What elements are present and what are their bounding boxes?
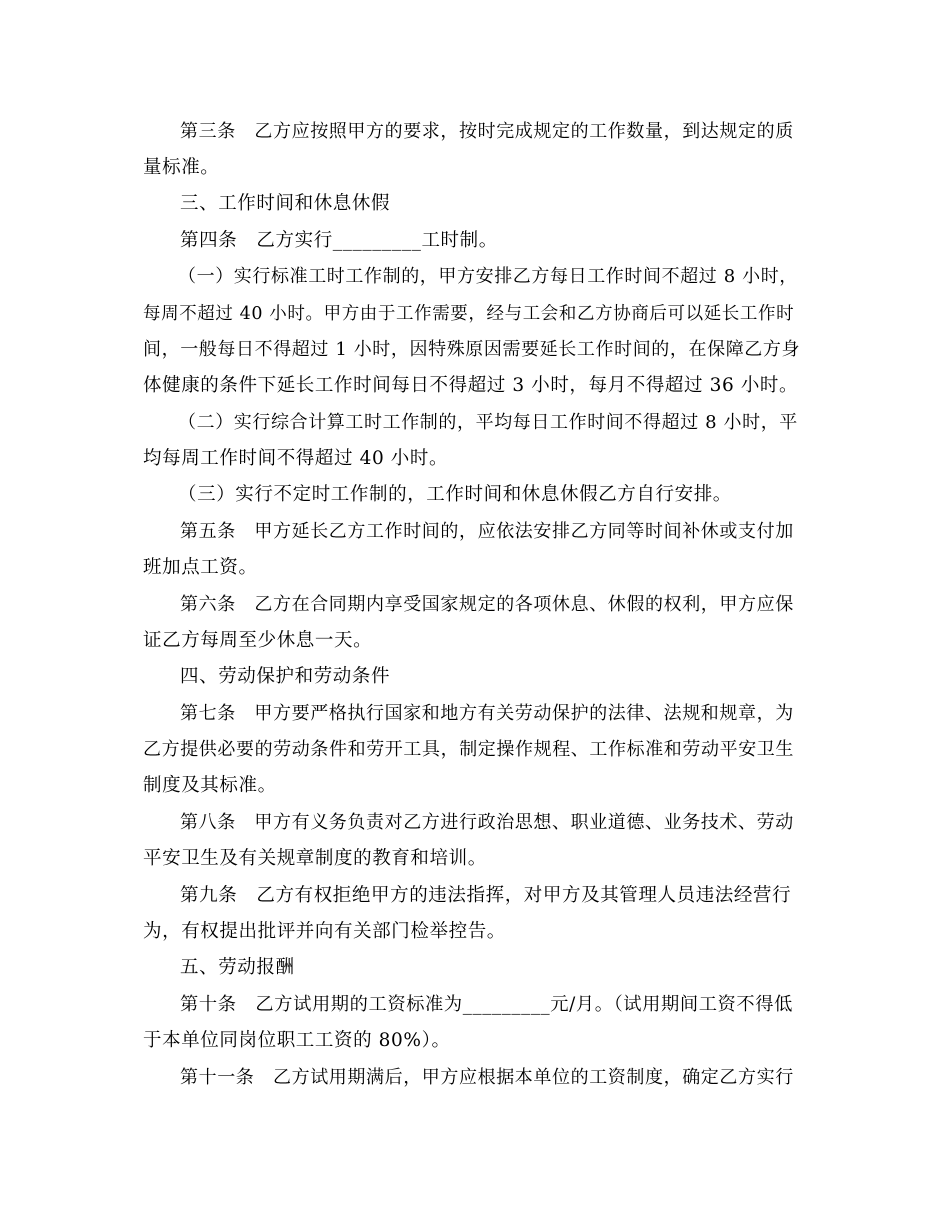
article-8-line-1: 第八条 甲方有义务负责对乙方进行政治思想、职业道德、业务技术、劳动 bbox=[180, 812, 794, 833]
item-1-line-3: 间，一般每日不得超过 1 小时，因特殊原因需要延长工作时间的，在保障乙方身 bbox=[143, 339, 801, 360]
article-11-line-1: 第十一条 乙方试用期满后，甲方应根据本单位的工资制度，确定乙方实行 bbox=[180, 1067, 794, 1088]
item-1-line-1: （一）实行标准工时工作制的，甲方安排乙方每日工作时间不超过 8 小时， bbox=[178, 266, 798, 287]
article-5-line-2: 班加点工资。 bbox=[143, 557, 258, 578]
article-8-line-2: 平安卫生及有关规章制度的教育和培训。 bbox=[143, 848, 487, 869]
item-1-line-2: 每周不超过 40 小时。甲方由于工作需要，经与工会和乙方协商后可以延长工作时 bbox=[143, 304, 795, 324]
article-7-line-1: 第七条 甲方要严格执行国家和地方有关劳动保护的法律、法规和规章，为 bbox=[180, 703, 794, 724]
article-6-line-2: 证乙方每周至少休息一天。 bbox=[143, 630, 373, 651]
item-2-line-2: 均每周工作时间不得超过 40 小时。 bbox=[143, 448, 449, 469]
section-heading-4: 四、劳动保护和劳动条件 bbox=[180, 666, 391, 687]
article-3-line-1: 第三条 乙方应按照甲方的要求，按时完成规定的工作数量，到达规定的质 bbox=[180, 121, 794, 142]
article-9-line-2: 为，有权提出批评并向有关部门检举控告。 bbox=[143, 921, 506, 942]
item-3-line-1: （三）实行不定时工作制的，工作时间和休息休假乙方自行安排。 bbox=[178, 484, 732, 505]
article-3-line-2: 量标准。 bbox=[143, 157, 220, 178]
item-1-line-4: 体健康的条件下延长工作时间每日不得超过 3 小时，每月不得超过 36 小时。 bbox=[143, 375, 799, 396]
article-7-line-2: 乙方提供必要的劳动条件和劳开工具，制定操作规程、工作标准和劳动平安卫生 bbox=[143, 739, 794, 760]
item-2-line-1: （二）实行综合计算工时工作制的，平均每日工作时间不得超过 8 小时，平 bbox=[178, 412, 798, 433]
section-heading-3: 三、工作时间和休息休假 bbox=[180, 193, 391, 214]
article-5-line-1: 第五条 甲方延长乙方工作时间的，应依法安排乙方同等时间补休或支付加 bbox=[180, 521, 794, 542]
article-9-line-1: 第九条 乙方有权拒绝甲方的违法指挥，对甲方及其管理人员违法经营行 bbox=[180, 885, 792, 906]
article-7-line-3: 制度及其标准。 bbox=[143, 775, 277, 796]
article-4-line-1: 第四条 乙方实行_________工时制。 bbox=[180, 230, 498, 251]
article-10-line-2: 于本单位同岗位职工工资的 80%）。 bbox=[143, 1030, 451, 1051]
article-10-line-1: 第十条 乙方试用期的工资标准为_________元/月。（试用期间工资不得低 bbox=[180, 994, 793, 1015]
section-heading-5: 五、劳动报酬 bbox=[180, 957, 295, 978]
article-6-line-1: 第六条 乙方在合同期内享受国家规定的各项休息、休假的权利，甲方应保 bbox=[180, 594, 794, 615]
